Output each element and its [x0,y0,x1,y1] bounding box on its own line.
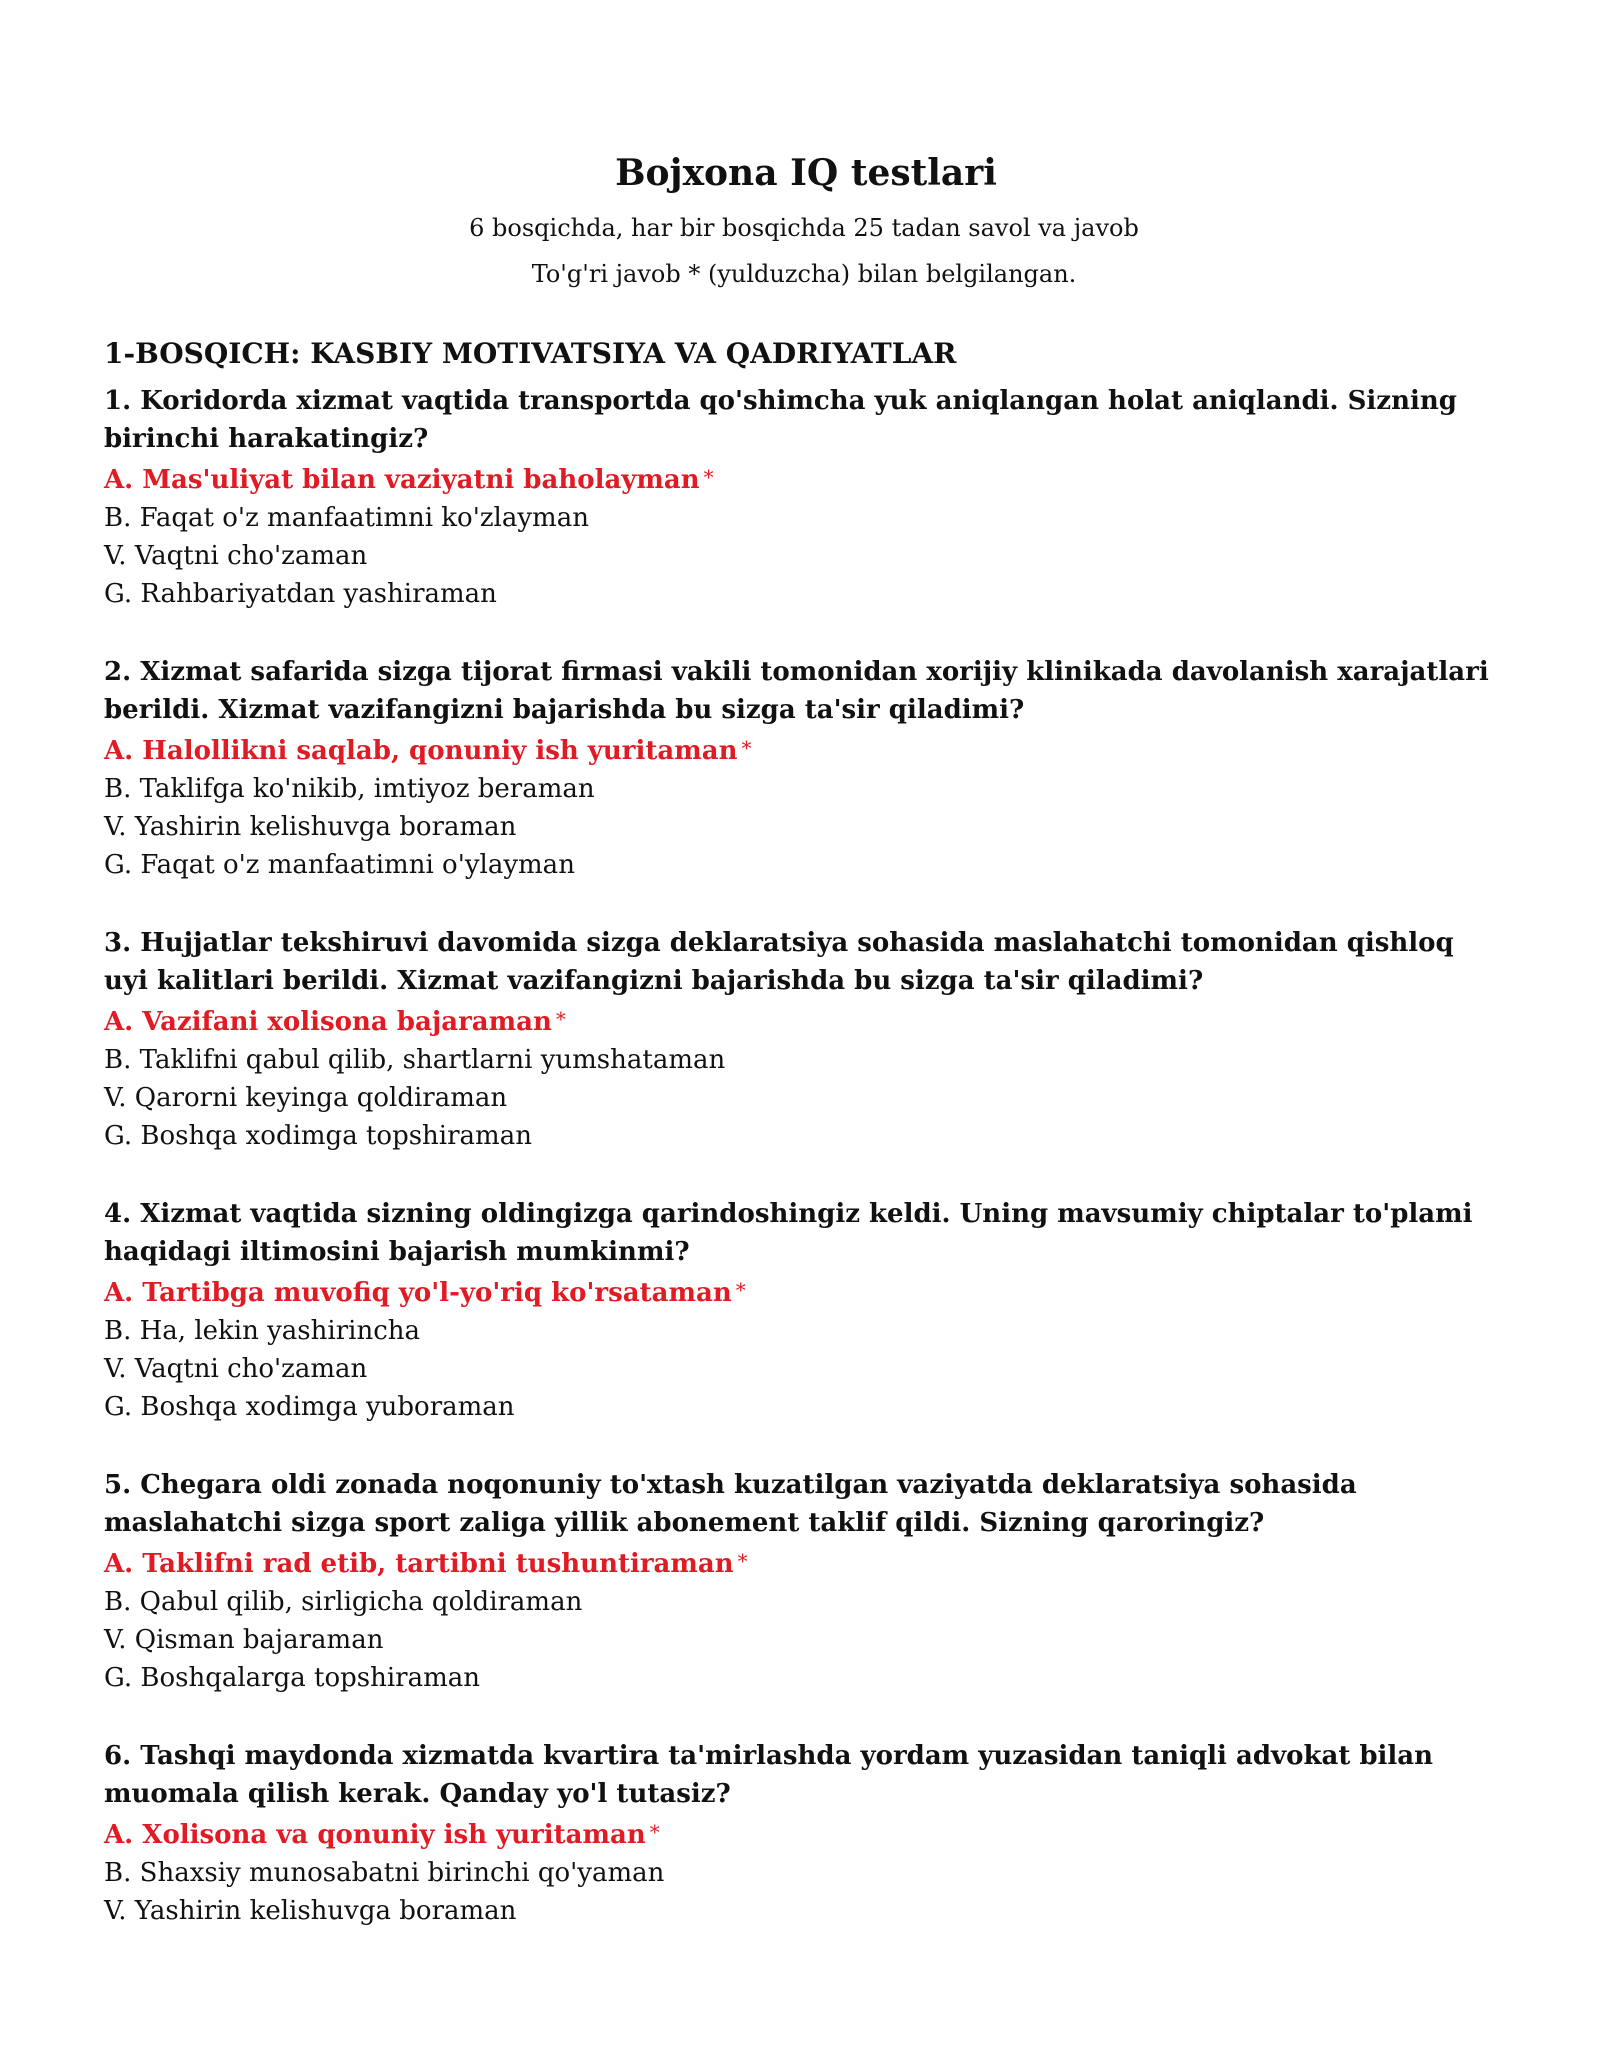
answer-option [104,1117,1504,1155]
question-item [104,382,1504,613]
answer-option-label: G. Boshqa xodimga topshiraman [104,1121,532,1151]
answer-option-label: G. Rahbariyatdan yashiraman [104,579,497,609]
answer-option-label: A. Taklifni rad etib, tartibni tushuntiraman [104,1549,734,1579]
answer-option [104,1312,1504,1350]
correct-answer-star-mark: * [555,1007,566,1031]
question-item [104,1195,1504,1426]
answer-option-label: V. Yashirin kelishuvga boraman [104,812,517,842]
question-text: 6. Tashqi maydonda xizmatda kvartira ta'mirlashda yordam yuzasidan taniqli advokat bilan muomala qilish kerak. Qanday yo'l tutasiz? [104,1741,1434,1809]
question-text: 3. Hujjatlar tekshiruvi davomida sizga deklaratsiya sohasida maslahatchi tomonidan qishloq uyi kalitlari berildi. Xizmat vazifangizni bajarishda bu sizga ta'sir qiladimi? [104,928,1454,996]
answer-option-label: B. Taklifga ko'nikib, imtiyoz beraman [104,774,595,804]
correct-answer-star-mark: * [737,1549,748,1573]
answer-option-label: V. Qarorni keyinga qoldiraman [104,1083,508,1113]
answer-option-label: V. Yashirin kelishuvga boraman [104,1896,517,1926]
question-item [104,653,1504,884]
answer-option [104,846,1504,884]
answer-option [104,1892,1504,1930]
answer-option-label: B. Faqat o'z manfaatimni ko'zlayman [104,503,589,533]
answer-option-label: A. Mas'uliyat bilan vaziyatni baholayman [104,465,700,495]
answer-option-label: G. Boshqalarga topshiraman [104,1663,480,1693]
correct-answer-star-mark: * [649,1820,660,1844]
answer-option [104,1350,1504,1388]
answer-option-label: B. Taklifni qabul qilib, shartlarni yumshataman [104,1045,726,1075]
correct-answer-star-mark: * [735,1278,746,1302]
correct-answer-option [104,1542,1504,1583]
question-item [104,1737,1504,1930]
answer-option-label: A. Halollikni saqlab, qonuniy ish yuritaman [104,736,738,766]
answer-option-label: V. Qisman bajaraman [104,1625,384,1655]
answer-option [104,808,1504,846]
question-item [104,1466,1504,1697]
correct-answer-option [104,1271,1504,1312]
answer-option-label: A. Xolisona va qonuniy ish yuritaman [104,1820,646,1850]
answer-option [104,1854,1504,1892]
correct-answer-option [104,1813,1504,1854]
answer-option [104,537,1504,575]
answer-option-label: G. Boshqa xodimga yuboraman [104,1392,515,1422]
answer-option [104,1621,1504,1659]
answer-option [104,499,1504,537]
question-item [104,924,1504,1155]
answer-option-label: A. Tartibga muvofiq yo'l-yo'riq ko'rsataman [104,1278,732,1308]
answer-key-note: To'g'ri javob * (yulduzcha) bilan belgilangan. [531,260,1077,288]
question-text: 2. Xizmat safarida sizga tijorat firmasi vakili tomonidan xorijiy klinikada davolanish xarajatlari berildi. Xizmat vazifangizni bajarishda bu sizga ta'sir qiladimi? [104,657,1489,725]
answer-option-label: B. Shaxsiy munosabatni birinchi qo'yaman [104,1858,665,1888]
correct-answer-option [104,729,1504,770]
question-text: 4. Xizmat vaqtida sizning oldingizga qarindoshingiz keldi. Uning mavsumiy chiptalar to'plami haqidagi iltimosini bajarish mumkinmi? [104,1199,1473,1267]
document-subtitle: 6 bosqichda, har bir bosqichda 25 tadan savol va javob [469,214,1139,242]
question-list [104,382,1504,1930]
answer-option [104,1079,1504,1117]
section-heading: 1-BOSQICH: KASBIY MOTIVATSIYA VA QADRIYATLAR [104,337,957,370]
correct-answer-star-mark: * [741,736,752,760]
correct-answer-option [104,1000,1504,1041]
answer-option-label: G. Faqat o'z manfaatimni o'ylayman [104,850,575,880]
question-text: 1. Koridorda xizmat vaqtida transportda qo'shimcha yuk aniqlangan holat aniqlandi. Sizning birinchi harakatingiz? [104,386,1457,454]
answer-option [104,1659,1504,1697]
document-page [104,148,1504,1970]
correct-answer-option [104,458,1504,499]
answer-option [104,1583,1504,1621]
answer-option-label: V. Vaqtni cho'zaman [104,541,368,571]
answer-option-label: V. Vaqtni cho'zaman [104,1354,368,1384]
document-title: Bojxona IQ testlari [615,152,997,194]
answer-option [104,770,1504,808]
correct-answer-star-mark: * [703,465,714,489]
answer-option-label: B. Qabul qilib, sirligicha qoldiraman [104,1587,583,1617]
answer-option [104,1388,1504,1426]
answer-option [104,1041,1504,1079]
answer-option [104,575,1504,613]
answer-option-label: B. Ha, lekin yashirincha [104,1316,421,1346]
question-text: 5. Chegara oldi zonada noqonuniy to'xtash kuzatilgan vaziyatda deklaratsiya sohasida maslahatchi sizga sport zaliga yillik abonement taklif qildi. Sizning qaroringiz? [104,1470,1357,1538]
answer-option-label: A. Vazifani xolisona bajaraman [104,1007,552,1037]
